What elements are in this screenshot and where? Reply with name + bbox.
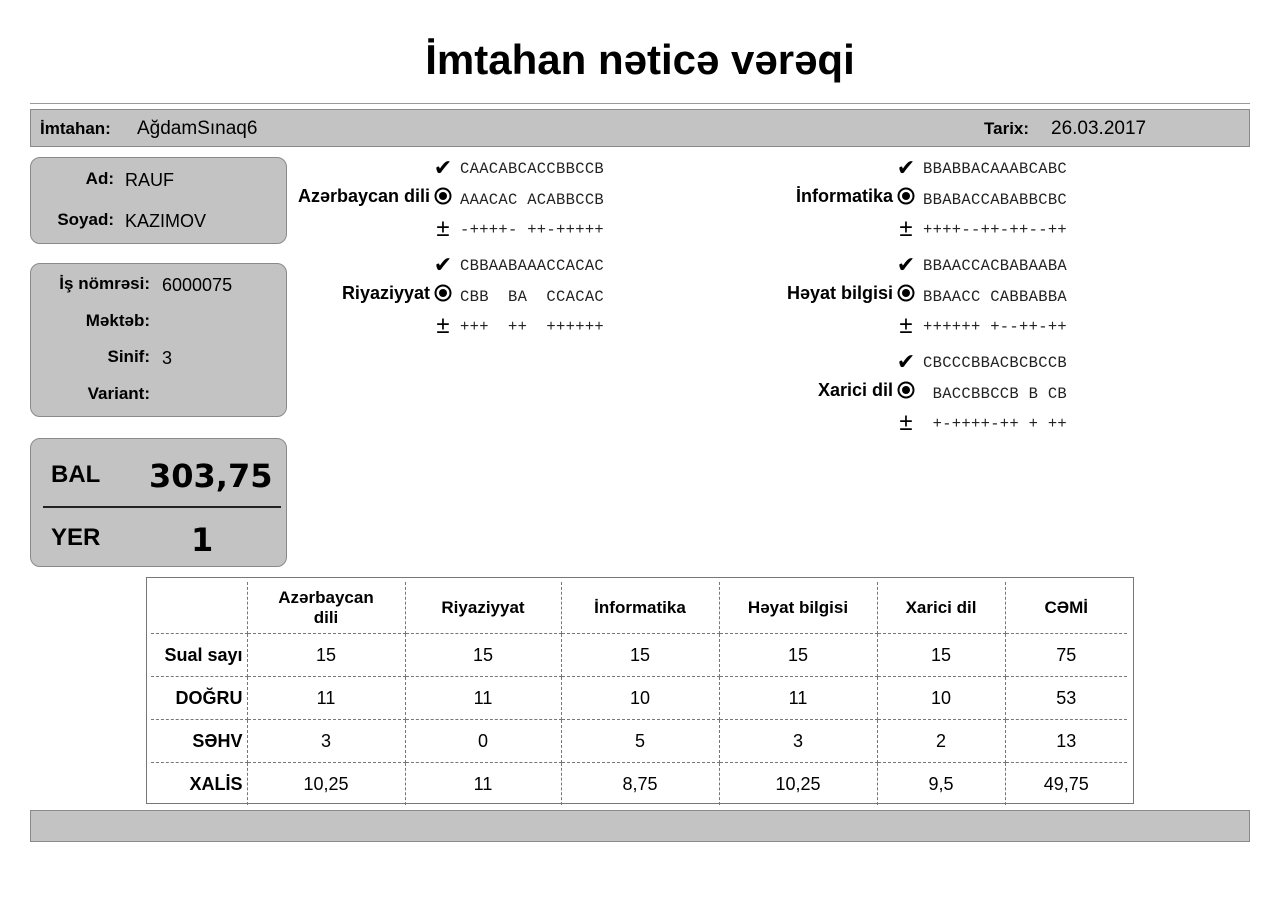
- correct-answers-sequence: BBAACCACBABAABA: [923, 257, 1068, 275]
- radio-icon: [432, 187, 454, 205]
- table-cell: 8,75: [561, 763, 719, 806]
- table-cell: 15: [719, 634, 877, 677]
- student-answers-sequence: BBAACC CABBABBA: [923, 288, 1068, 306]
- results-summary-table: [146, 577, 1134, 804]
- radio-icon: [895, 381, 917, 399]
- yer-value: 1: [191, 521, 214, 559]
- yer-label: YER: [51, 524, 101, 551]
- radio-icon: [432, 284, 454, 302]
- table-cell: 15: [561, 634, 719, 677]
- table-row: [151, 634, 1127, 677]
- header-cell: Riyaziyyat: [405, 582, 561, 634]
- table-cell: 15: [405, 634, 561, 677]
- student-answers-sequence: AAACAC ACABBCCB: [460, 191, 605, 209]
- result-sequence: +++ ++ ++++++: [460, 318, 605, 336]
- correct-answers-sequence: CBCCCBBACBCBCCB: [923, 354, 1068, 372]
- header-cell: Həyat bilgisi: [719, 582, 877, 634]
- radio-icon: [895, 284, 917, 302]
- correct-answers-sequence: BBABBACAAABCABC: [923, 160, 1068, 178]
- exam-info-bar: [30, 109, 1250, 147]
- student-answers-sequence: BBABACCABABBCBC: [923, 191, 1068, 209]
- header-cell: İnformatika: [561, 582, 719, 634]
- table-cell: 11: [247, 677, 405, 720]
- work-number-value: 6000075: [162, 275, 233, 295]
- table-row: [151, 677, 1127, 720]
- subject-block-life-knowledge: [599, 252, 1068, 344]
- check-icon: ✔: [896, 349, 916, 374]
- correct-answers-sequence: CBBAABAAACCACAC: [460, 257, 605, 275]
- subject-name: Xarici dil: [817, 380, 893, 400]
- variant-label: Variant:: [87, 384, 150, 403]
- correct-answers-sequence: CAACABCACCBBCCB: [460, 160, 605, 178]
- subject-block-math: [136, 252, 605, 344]
- plus-minus-icon: ±: [436, 215, 450, 242]
- table-cell: 0: [405, 720, 561, 763]
- result-sequence: ++++--++-++--++: [923, 221, 1068, 239]
- row-label: XALİS: [151, 763, 247, 806]
- check-icon: ✔: [433, 155, 453, 180]
- last-name-value: KAZIMOV: [125, 211, 207, 231]
- first-name-value: RAUF: [125, 170, 174, 190]
- table-cell: 10,25: [247, 763, 405, 806]
- row-label: SƏHV: [151, 720, 247, 763]
- title-divider: [30, 103, 1250, 104]
- subject-block-foreign-language: [599, 349, 1068, 441]
- last-name-label: Soyad:: [57, 210, 114, 229]
- table-cell: 15: [247, 634, 405, 677]
- table-cell: 9,5: [877, 763, 1005, 806]
- exam-label: İmtahan:: [40, 119, 111, 138]
- plus-minus-icon: ±: [899, 215, 913, 242]
- table-cell: 11: [405, 763, 561, 806]
- table-cell: 11: [405, 677, 561, 720]
- table-cell: 10: [877, 677, 1005, 720]
- subject-name: Riyaziyyat: [341, 283, 430, 303]
- student-answers-sequence: CBB BA CCACAC: [460, 288, 605, 306]
- result-sequence: -++++- ++-+++++: [460, 221, 605, 239]
- result-sequence: +-++++-++ + ++: [923, 415, 1068, 433]
- class-label: Sinif:: [107, 347, 150, 366]
- page-title: İmtahan nəticə vərəqi: [425, 36, 855, 83]
- plus-minus-icon: ±: [436, 312, 450, 339]
- table-cell: 15: [877, 634, 1005, 677]
- table-cell: 49,75: [1043, 773, 1089, 794]
- result-sequence: ++++++ +--++-++: [923, 318, 1068, 336]
- plus-minus-icon: ±: [899, 409, 913, 436]
- table-header-row: [151, 582, 1127, 634]
- class-value: 3: [162, 348, 173, 368]
- check-icon: ✔: [896, 252, 916, 277]
- work-number-label: İş nömrəsi:: [59, 274, 150, 293]
- check-icon: ✔: [896, 155, 916, 180]
- bal-label: BAL: [51, 461, 101, 488]
- subject-block-azerbaijani: [136, 155, 605, 247]
- subject-name: İnformatika: [795, 186, 893, 206]
- check-icon: ✔: [433, 252, 453, 277]
- score-divider: [43, 506, 281, 508]
- header-cell: CƏMİ: [1005, 582, 1127, 634]
- subject-block-informatics: [599, 155, 1068, 247]
- table-cell: 10: [561, 677, 719, 720]
- header-cell: Xarici dil: [877, 582, 1005, 634]
- header-cell: [151, 582, 247, 634]
- row-label: DOĞRU: [151, 677, 247, 720]
- table-cell: 75: [1005, 634, 1127, 677]
- table-cell: 10,25: [719, 763, 877, 806]
- subject-name: Həyat bilgisi: [786, 283, 893, 303]
- table-row: [151, 720, 1127, 763]
- first-name-label: Ad:: [85, 169, 114, 188]
- table-cell: 3: [247, 720, 405, 763]
- school-label: Məktəb:: [85, 311, 150, 330]
- radio-icon: [895, 187, 917, 205]
- score-panel: [30, 438, 287, 567]
- date-value: 26.03.2017: [1051, 118, 1147, 139]
- exam-value: AğdamSınaq6: [137, 118, 258, 139]
- plus-minus-icon: ±: [899, 312, 913, 339]
- student-answers-sequence: BACCBBCCB B CB: [923, 385, 1068, 403]
- table-cell: 13: [1005, 720, 1127, 763]
- bal-value: 303,75: [149, 457, 273, 495]
- table-cell: 5: [561, 720, 719, 763]
- subject-name: Azərbaycan dili: [297, 186, 430, 206]
- date-label: Tarix:: [984, 119, 1030, 138]
- footer-bar: [30, 810, 1250, 842]
- row-label: Sual sayı: [151, 634, 247, 677]
- table-cell: 2: [877, 720, 1005, 763]
- header-cell: Azərbaycan dili: [247, 582, 405, 634]
- table-cell: 53: [1005, 677, 1127, 720]
- table-cell: 11: [719, 677, 877, 720]
- table-row: [151, 763, 1127, 806]
- table-cell: 3: [719, 720, 877, 763]
